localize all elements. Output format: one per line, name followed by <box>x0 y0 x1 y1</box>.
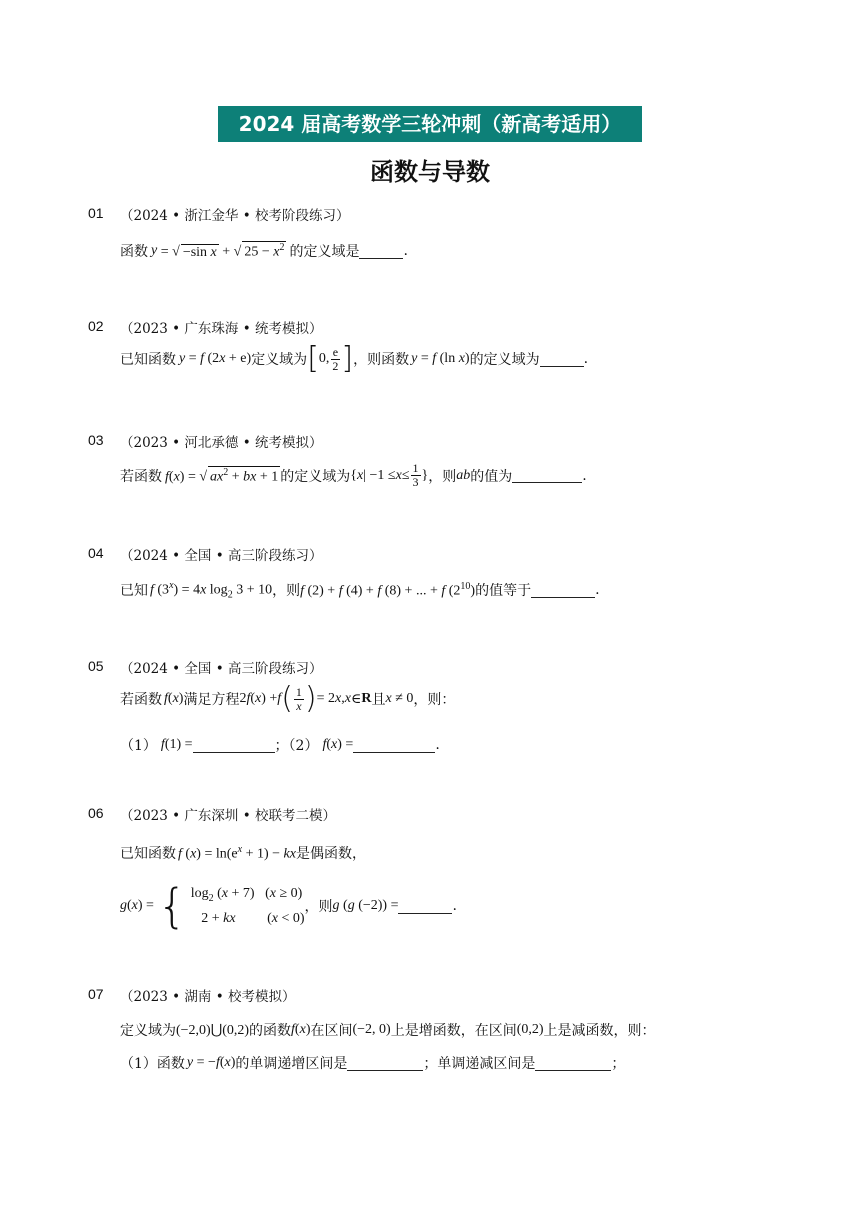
math-formula: f(1) = <box>160 737 193 752</box>
question-text: ，则 <box>428 468 457 485</box>
question-text: 的定义域为 <box>280 468 351 485</box>
question-text: 的定义域是 <box>289 244 360 260</box>
answer-blank <box>193 738 275 753</box>
question-text: ，则 <box>272 583 301 600</box>
question-text: 已知 <box>120 583 148 600</box>
question-text: . <box>452 898 457 915</box>
question-text: 上是增函数，在区间 <box>390 1023 517 1039</box>
question-text: ，则： <box>413 692 456 708</box>
title-banner: 2024 届高考数学三轮冲刺（新高考适用） <box>218 106 642 142</box>
question-source: （2024 • 全国 • 高三阶段练习） <box>120 661 323 677</box>
question-text: （1）函数 <box>120 1056 185 1072</box>
question-text: 是偶函数， <box>295 846 366 862</box>
math-formula: (0,2) <box>516 1022 544 1037</box>
math-formula: 2 f ( x ) + f ( $\frac{1}{x}$ ) = 2 x , x ∈ R <box>239 681 372 716</box>
question-number: 03 <box>88 432 104 448</box>
question-text: ，则 <box>304 899 333 916</box>
math-formula: y = −f(x) <box>186 1055 236 1070</box>
answer-blank <box>398 899 452 914</box>
question-subparts <box>120 735 440 755</box>
question-text: 函数 <box>120 244 148 260</box>
question-text: 的值等于 <box>475 583 532 600</box>
question-text: . <box>435 737 440 753</box>
question-text: ，则函数 <box>353 352 410 368</box>
math-formula: y = f (2x + e) <box>179 351 252 366</box>
answer-blank <box>535 1056 611 1071</box>
math-formula: f (2) + f (4) + f (8) + ... + f $(2^{10})$ <box>300 580 476 599</box>
math-formula: x ≠ 0 <box>385 691 414 706</box>
question-number: 07 <box>88 986 104 1002</box>
question-number: 01 <box>88 205 104 221</box>
math-formula: f $(3^x) = 4x$ $\log_2 3 + 10$ <box>150 580 273 601</box>
question-text: 且 <box>371 692 386 708</box>
math-formula: f(x) = √ $ax^2$ + bx + 1 <box>165 466 279 485</box>
question-text: . <box>403 243 408 259</box>
question-text: . <box>583 351 589 367</box>
question-text: . <box>595 582 600 599</box>
question-text: . <box>582 467 587 484</box>
answer-blank <box>353 738 435 753</box>
page-subtitle: 函数与导数 <box>370 158 490 186</box>
answer-blank <box>531 583 595 598</box>
math-formula: [ 0, $\frac{e}{2}$ ] <box>307 341 354 376</box>
question-text: 定义域为 <box>251 352 308 368</box>
math-formula: f(x) <box>291 1022 311 1037</box>
math-formula: = √ −sin x + √ $25 - x^2$ <box>157 242 285 260</box>
math-formula: f(x) = <box>322 737 354 752</box>
question-text: 的定义域为 <box>469 352 540 368</box>
question-text: 的单调递增区间是 <box>235 1056 348 1072</box>
math-formula: (−2,0)⋃(0,2) <box>176 1022 250 1038</box>
math-formula: g (g (−2)) = <box>332 898 399 914</box>
question-body <box>120 462 587 489</box>
question-source: （2023 • 河北承德 • 统考模拟） <box>120 435 323 451</box>
question-source: （2023 • 广东深圳 • 校联考二模） <box>120 808 336 824</box>
question-number: 04 <box>88 545 104 561</box>
question-source: （2024 • 浙江金华 • 校考阶段练习） <box>120 208 350 224</box>
question-text: 上是减函数，则： <box>543 1023 656 1039</box>
question-text: ；单调递减区间是 <box>423 1056 536 1072</box>
question-body <box>120 1020 656 1040</box>
math-formula: { x | −1 ≤ x ≤ $\frac{1}{3}$ } <box>350 461 429 489</box>
math-formula: (−2, 0) <box>352 1022 391 1037</box>
math-formula: f $(x) = \ln(e^x + 1)$ − kx <box>178 843 296 862</box>
question-body <box>120 879 457 934</box>
math-formula: y <box>151 243 158 258</box>
math-formula: ab <box>456 467 471 483</box>
answer-blank <box>347 1056 423 1071</box>
question-body <box>120 681 456 716</box>
question-text: 已知函数 <box>120 846 176 862</box>
question-text: 的值为 <box>470 468 513 485</box>
question-body <box>120 843 366 863</box>
answer-blank <box>512 468 582 483</box>
question-text: 满足方程 <box>183 692 240 708</box>
question-subparts <box>120 1053 625 1073</box>
question-source: （2023 • 湖南 • 校考模拟） <box>120 989 296 1005</box>
question-source: （2023 • 广东珠海 • 统考模拟） <box>120 321 323 337</box>
question-text: 若函数 <box>120 692 162 708</box>
math-formula: f(x) <box>164 691 184 706</box>
question-number: 02 <box>88 318 104 334</box>
question-source: （2024 • 全国 • 高三阶段练习） <box>120 548 323 564</box>
question-number: 06 <box>88 805 104 821</box>
math-formula: g ( x ) = { $\log_2 (x + 7) (x \ge 0)$ 2 + kx (x < 0) <box>120 879 305 934</box>
question-text: ；（2） <box>274 738 319 754</box>
question-text: （1） <box>120 738 157 754</box>
question-text: 的函数 <box>249 1023 292 1039</box>
math-formula: y = f (ln x) <box>411 351 470 366</box>
question-number: 05 <box>88 658 104 674</box>
question-text: 若函数 <box>120 468 162 485</box>
question-text: 已知函数 <box>120 352 176 368</box>
question-body <box>120 580 600 600</box>
answer-blank <box>540 352 584 367</box>
question-body <box>120 241 408 261</box>
question-text: 定义域为 <box>120 1023 176 1039</box>
question-text: ； <box>611 1056 626 1072</box>
question-body <box>120 341 589 376</box>
question-text: 在区间 <box>310 1023 353 1039</box>
answer-blank <box>359 244 403 259</box>
